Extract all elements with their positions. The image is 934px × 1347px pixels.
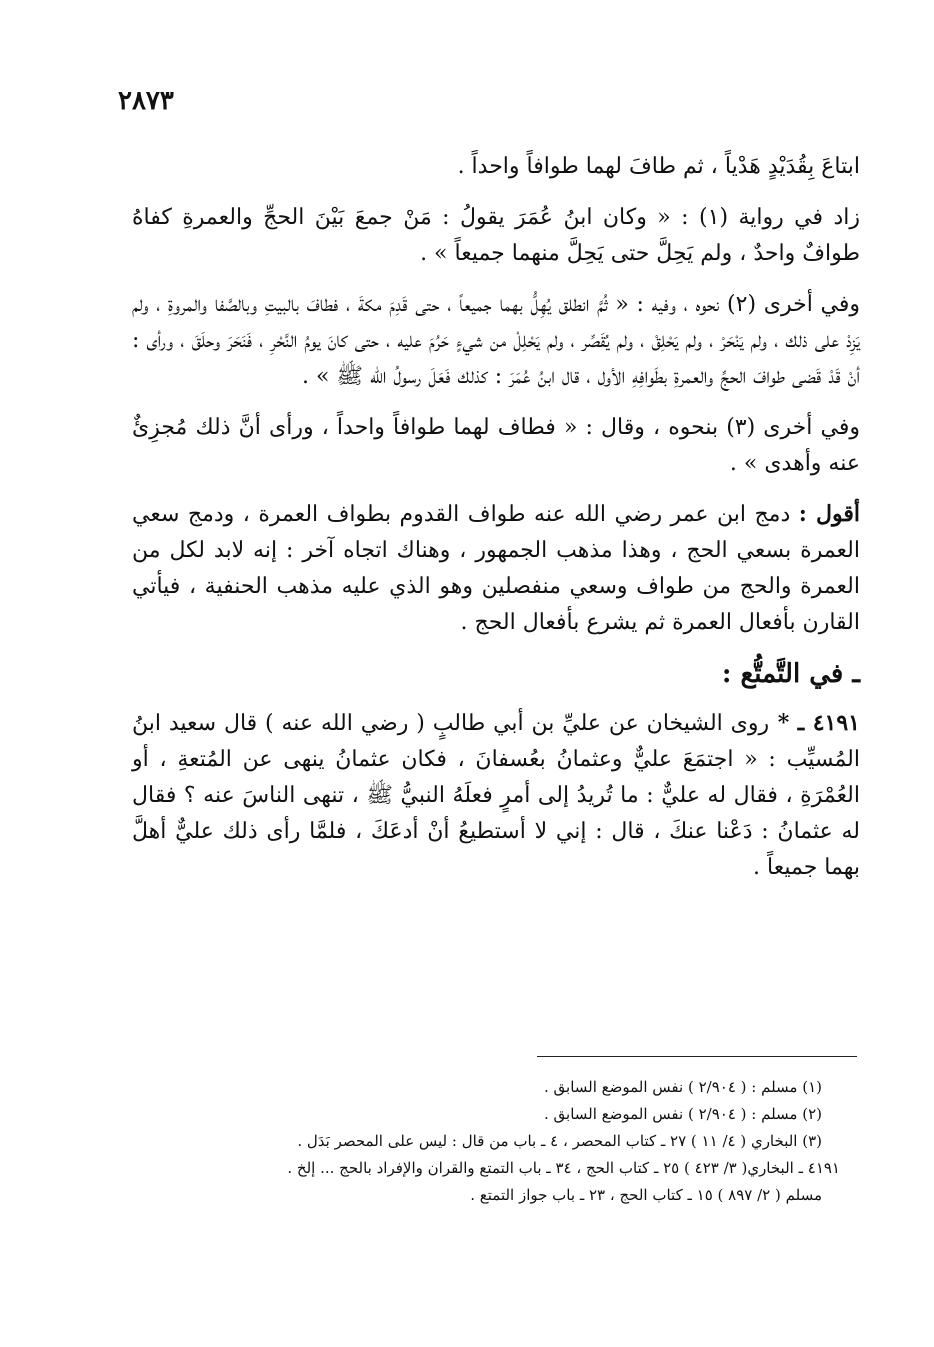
hadith-text: روى الشيخان عن عليِّ بن أبي طالبٍ ( رضي الله عنه ) قال سعيد ابنُ المُسيِّب : « اجتمَعَ عليٌّ وعثمانُ بعُسفانَ ، فكان عثمانُ ينهى عن المُتعةِ ، أو العُمْرَةِ ، فقال له عليٌّ : ما تُريدُ إلى أمرٍ فعلَهُ النبيُّ ﷺ ، تنهى الناسَ عنه ؟ فقال له عثمانُ : دَعْنا عنكَ ، قال : إني لا أستطيعُ أنْ أدعَكَ ، فلمَّا رأى ذلك عليٌّ أهلَّ بهما جميعاً . (132, 711, 860, 880)
footnote: (١) مسلم : ( ٢/٩٠٤ ) نفس الموضع السابق . (543, 1078, 822, 1096)
paragraph (132, 199, 860, 272)
paragraph-text: وفي أخرى (٣) بنحوه ، وقال : « فطاف لهما طوافاً واحداً ، ورأى أنَّ ذلك مُجزِئٌ عنه وأهدى » . (132, 415, 860, 476)
main-text (132, 148, 860, 900)
paragraph (132, 148, 860, 185)
footnotes (200, 1074, 840, 1209)
footnote: (٢) مسلم : ( ٢/٩٠٤ ) نفس الموضع السابق . (543, 1105, 822, 1123)
footnote: مسلم ( ٢/ ٨٩٧ ) ١٥ ـ كتاب الحج ، ٢٣ ـ باب جواز التمتع . (470, 1186, 822, 1204)
page-number: ٢٨٧٣ (118, 86, 174, 116)
section-heading: ـ في التَّمتُّع : (721, 659, 860, 689)
footnote: (٣) البخاري ( ٤/ ١١ ) ٢٧ ـ كتاب المحصر ، ٤ ـ باب من قال : ليس على المحصر بَدَل . (297, 1132, 822, 1150)
paragraph (132, 496, 860, 641)
hadith-number: ٤١٩١ ـ * (769, 710, 860, 736)
paragraph-text: دمج ابن عمر رضي الله عنه طواف القدوم بطواف العمرة ، ودمج سعي العمرة بسعي الحج ، وهذا مذهب الجمهور ، وهناك اتجاه آخر : إنه لابد لكل من العمرة والحج من طواف وسعي منفصلين وهو الذي عليه مذهب الحنفية ، فيأتي القارن بأفعال العمرة ثم يشرع بأفعال الحج . (132, 502, 860, 635)
paragraph-text: ابتاعَ بِقُدَيْدٍ هَدْياً ، ثم طافَ لهما طوافاً واحداً . (457, 154, 860, 179)
hadith-paragraph (132, 705, 860, 886)
paragraph-lead: أقول : (798, 501, 860, 527)
paragraph-text: وفي أخرى (٢) نحوه ، وفيه : « ثُمَّ انطلق يُهِلُّ بهما جميعاً ، حتى قَدِمَ مكةَ ، فطافَ بالبيتِ وبالصَّفا والمروةِ ، ولم يَزِدْ على ذلك ، ولم يَنْحَرْ ، ولم يَحْلِقْ ، ولم يُقَصِّر ، ولم يَحْلِلْ من شيءٍ حَرُمَ عليه ، حتى كانَ يومُ النَّحْرِ ، فَنَحَرَ وحلَقَ ، ورأى : أنْ قَدْ قَضى طوافَ الحجِّ والعمرةِ بطَوافِهِ الأول ، قال ابنُ عُمَرَ : كذلك فَعَلَ رسولُ الله ﷺ » . (132, 292, 860, 389)
paragraph (132, 286, 860, 395)
footnote-divider (537, 1056, 857, 1057)
paragraph (132, 409, 860, 482)
footnote: ٤١٩١ ـ البخاري( ٣/ ٤٢٣ ) ٢٥ ـ كتاب الحج ، ٣٤ ـ باب التمتع والقران والإفراد بالحج ... إلخ . (287, 1159, 840, 1177)
paragraph-text: زاد في رواية (١) : « وكان ابنُ عُمَرَ يقولُ : مَنْ جمعَ بَيْنَ الحجِّ والعمرةِ كفاهُ طوافٌ واحدٌ ، ولم يَحِلَّ حتى يَحِلَّ منهما جميعاً » . (132, 205, 860, 266)
